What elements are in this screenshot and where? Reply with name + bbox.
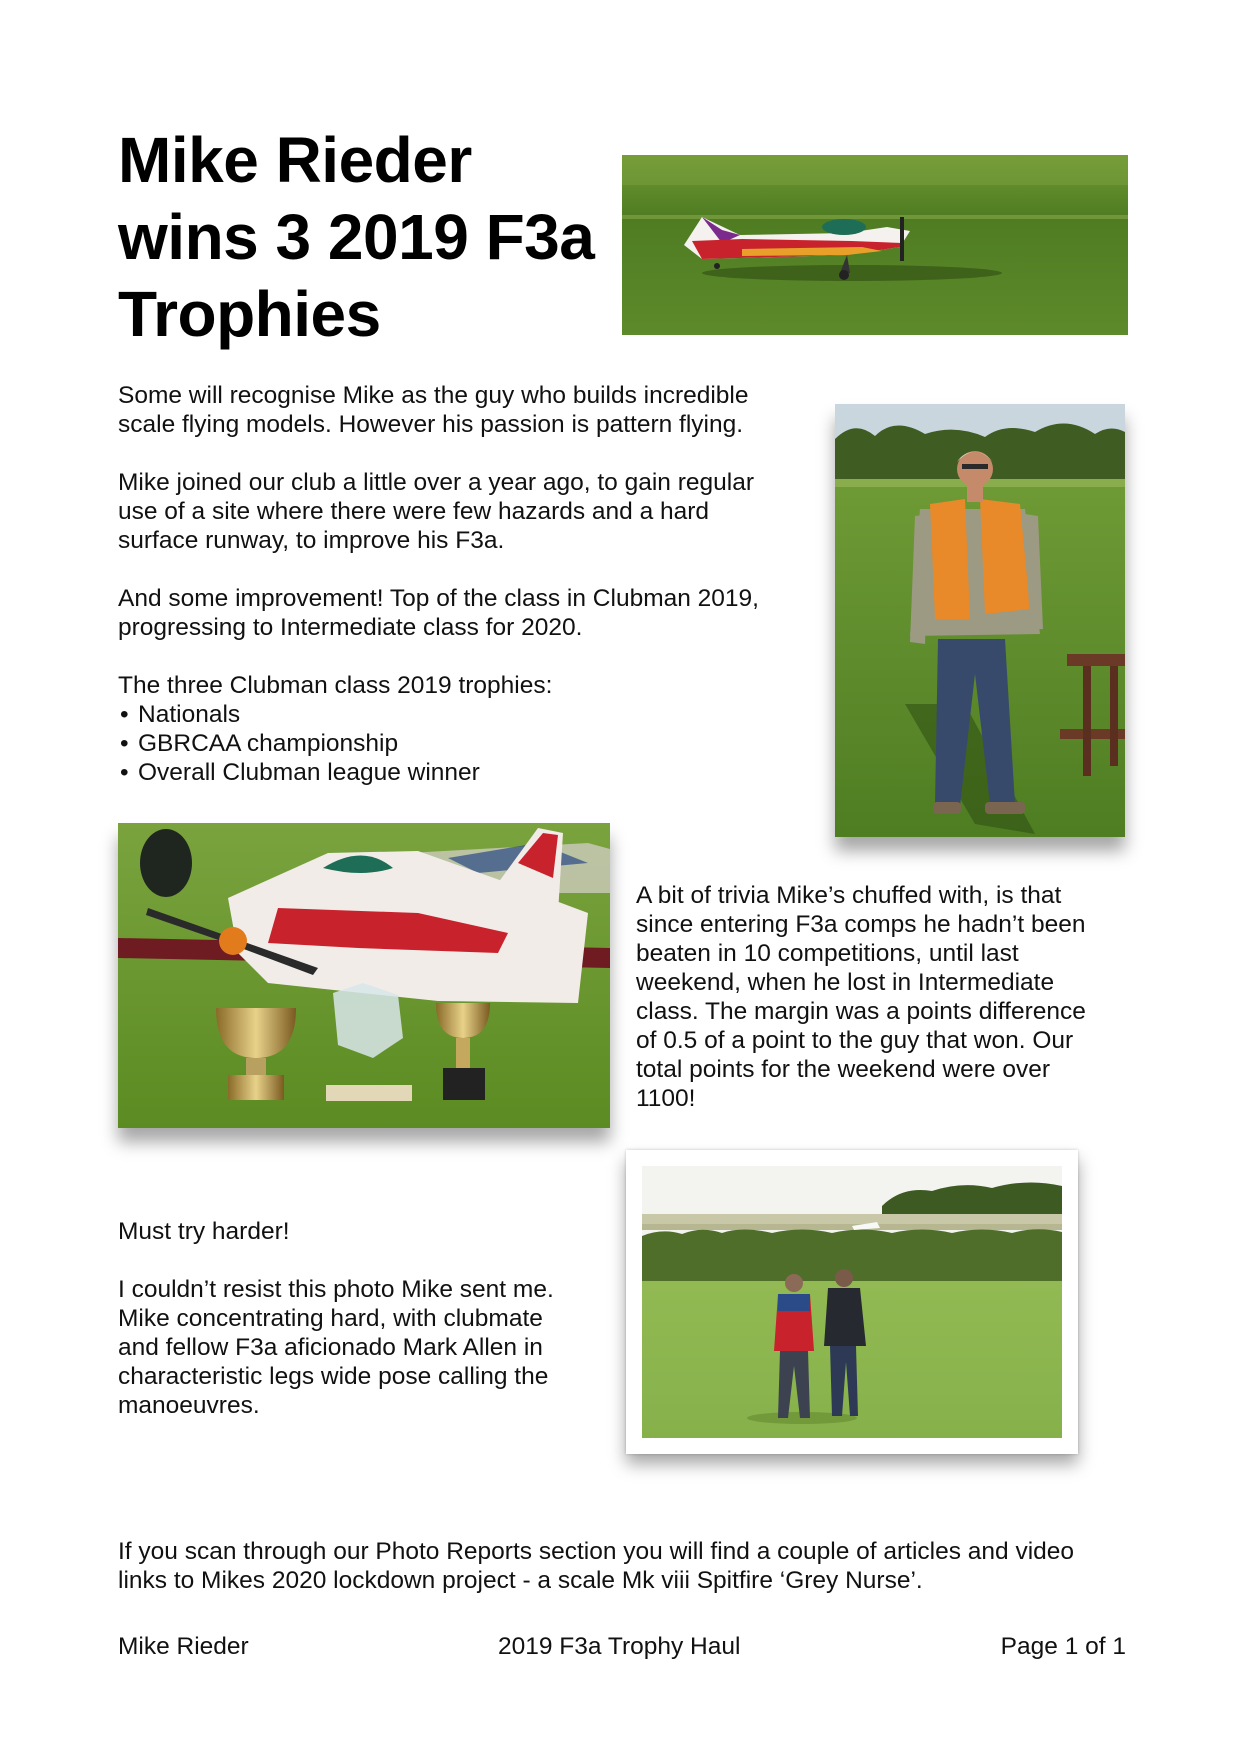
closing-paragraph: If you scan through our Photo Reports section you will find a couple of articles and video links to Mikes 2020 lockdown project - a scale Mk viii Spitfire ‘Grey Nurse’.	[118, 1538, 1075, 1594]
trivia-paragraph: A bit of trivia Mike’s chuffed with, is that since entering F3a comps he hadn’t been beaten in 10 competitions, until last weekend, when he lost in Intermediate class. The margin was a points difference of 0.5 of a point to the guy that won. Our total points for the weekend were over 1100!	[636, 882, 1086, 1112]
photo-pilots-on-field	[642, 1166, 1062, 1438]
closing-text	[118, 1537, 1128, 1595]
intro-paragraph: Mike joined our club a little over a year ago, to gain regular use of a site where there were few hazards and a hard surface runway, to improve his F3a.	[118, 469, 754, 554]
intro-paragraph: Some will recognise Mike as the guy who builds incredible scale flying models. However his passion is pattern flying.	[118, 382, 749, 438]
trophies-heading: The three Clubman class 2019 trophies:	[118, 672, 553, 699]
harder-paragraph: I couldn’t resist this photo Mike sent me. Mike concentrating hard, with clubmate and fellow F3a aficionado Mark Allen in characteristic legs wide pose calling the manoeuvres.	[118, 1276, 554, 1419]
photo-trophies	[118, 823, 610, 1128]
intro-paragraph: And some improvement! Top of the class in Clubman 2019, progressing to Intermediate class for 2020.	[118, 585, 759, 641]
title-line: wins 3 2019 F3a	[118, 201, 595, 273]
intro-text	[118, 381, 798, 787]
trophy-list	[118, 700, 798, 787]
harder-heading: Must try harder!	[118, 1218, 290, 1245]
harder-text	[118, 1217, 598, 1420]
list-item: • Overall Clubman league winner	[118, 758, 798, 787]
list-item: • Nationals	[118, 700, 798, 729]
page-title	[118, 122, 638, 353]
photo-mike-standing	[835, 404, 1125, 837]
title-line: Mike Rieder	[118, 124, 472, 196]
photo-frame	[626, 1150, 1078, 1454]
title-line: Trophies	[118, 278, 381, 350]
footer-left: Mike Rieder	[118, 1633, 249, 1660]
footer-center: 2019 F3a Trophy Haul	[498, 1633, 741, 1660]
list-item: • GBRCAA championship	[118, 729, 798, 758]
photo-plane-on-grass	[622, 155, 1128, 335]
trivia-text	[636, 881, 1116, 1113]
footer-page-number: Page 1 of 1	[1000, 1633, 1126, 1660]
